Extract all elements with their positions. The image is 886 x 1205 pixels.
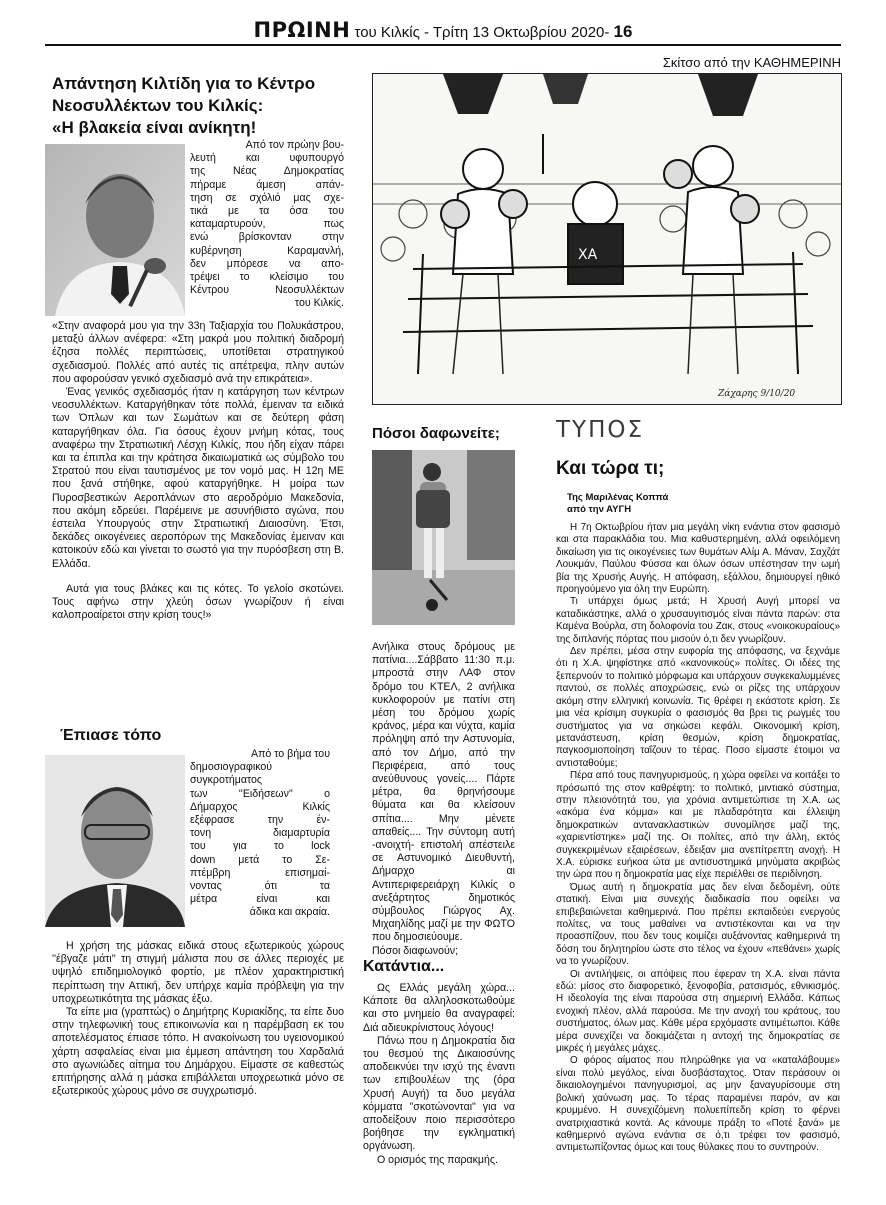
boxing-cartoon-drawing bbox=[373, 74, 841, 404]
newspaper-brand: ΠΡΩΙΝΗ bbox=[253, 18, 351, 42]
cartoon-signature: Ζάχαρης 9/10/20 bbox=[718, 389, 796, 399]
scooter-photo bbox=[372, 450, 515, 625]
katantia-body: Ως Ελλάς μεγάλη χώρα... Κάποτε θα αλληλοσκοτωθούμε και στο μνημείο θα αναγραφεί: Διά αδιευκρίνιστους λόγους! Πάνω που η Δημοκρατία δια του θεσμού της Δικαιοσύνης αποδεικνύει την ισχύ της έναντι των επιβουλέων της (όρα Χρυσή Αυγή) τα δυο μεγάλα κόμματα "σκοτώνονται" για να αποδείξουν ποιο περισσότερο βοήθησε την εγκληματική οργάνωση. Ο ορισμός της παρακμής. bbox=[363, 982, 515, 1166]
headline-line-2: Νεοσυλλέκτων του Κιλκίς: bbox=[52, 96, 264, 115]
article-byline: Της Μαριλένας Κοππά από την ΑΥΓΗ bbox=[567, 492, 669, 515]
kiltidis-body bbox=[52, 320, 344, 622]
posoi-body: Ανήλικα στους δρόμους με πατίνια....Σάββατο 11:30 π.μ. μπροστά στην ΛΑΦ στον δρόμο του ΚΤΕΛ, 2 ανήλικα κυκλοφορούν με πατίνι στη μέση του δρόμου χωρίς κράνος, μέρα και νύχτα, καμία πρόληψη από την Αστυνομία, από τον Δήμο, από την Περιφέρεια, από τους ανεύθυνους γονείς.... Πάρτε μέτρα, θα θρηνήσουμε θύματα και θα κλείσουν σπίτια.... Μην μένετε απαθείς.... Την σύντομη αυτή -ανοιχτή- επιστολή απέστειλε σε Αστυνομικό Διευθυντή, Δήμαρχο αι Αντιπεριφερειάρχη Κιλκίς ο ανεξάρτητος δημοτικός σύμβουλος Γιώργος Αχ. Μιχαηλίδης μαζί με την ΦΩΤΟ που δημοσιεύουμε. Πόσοι διαφωνούν; bbox=[372, 641, 515, 957]
page-number: 16 bbox=[613, 22, 633, 41]
mayor-side-text: Από το βήμα του δημοσιογραφικού συγκροτήματος των ''Ειδήσεων'' ο Δήμαρχος Κιλκίς εξέφρασε την έν- τονη διαμαρτυρία του για το lock down μετά το Σε- πτέμβρη επισημαί- νοντας ότι τα μέτρα είναι και άδικα και ακραία. bbox=[190, 748, 330, 919]
kiltidis-photo bbox=[45, 144, 185, 316]
kiltidis-paragraph-2: Ένας γενικός σχεδιασμός ήταν η κατάργηση των κέντρων νεοσυλλέκτων. Καταργήθηκαν τότε πολλά, έμειναν τα ειδικά των Όπλων και των Σωμάτων και σε δεύτερη φάση καταργήθηκαν όλα. Για όσους έχουν μνήμη κότας, τους αναφέρω την Στρατιωτική Λέσχη Κιλκίς, που ήδη είχαν πάρει και τα έπιπλα και την κράτησα δικαιωματικά ως σύμβολο του Στρατού που είναι ταυτισμένος με τον νομό μας. Η 12η ΜΕ που ξανά στήθηκε, αφού καταργήθηκε. Η μοίρα των Πυροσβεστικών Αεροπλάνων στο αεροδρόμιο Μακεδονία, που ακόμη εδρεύει. Παρέμεινε με ασυνήθιστο αγώνα, που έστειλα Υπουργούς στην Στρατιωτική Διαιοσύνη. Έτσι, δεκάδες οικογένειες αεροπόρων της Μακεδονίας έμειναν και κατοικούν εδώ και γίνεται το σωστό για την πυρόσβεση στη Β. Ελλάδα. bbox=[52, 386, 344, 570]
section-label-typos: ΤΥΠΟΣ bbox=[556, 417, 645, 443]
header-rule bbox=[45, 44, 841, 46]
cartoon-image bbox=[372, 73, 842, 405]
kiltidis-paragraph-1: «Στην αναφορά μου για την 33η Ταξιαρχία του Πολυκάστρου, μεταξύ άλλων ανέφερα: «Στη μακρά μου πολιτική διαδρομή έζησα πολλές περιπτώσεις, υποτίθεται στρατηγικού σχεδιασμού. Πολλές από αυτές τις απέτρεψα, πλην αυτών που αφορούσαν γενικό σχεδιασμό ανά την επικράτεια». bbox=[52, 320, 344, 385]
masthead bbox=[45, 18, 841, 42]
article-posoi-title: Πόσοι δαφωνείτε; bbox=[372, 425, 500, 442]
article-katantia-title: Κατάντια... bbox=[363, 958, 445, 975]
hat-label: ΧΑ bbox=[578, 247, 598, 263]
mayor-body bbox=[52, 940, 344, 1098]
mayor-paragraph-2: Τα είπε μια (γραπτώς) ο Δημήτρης Κυριακίδης, τα είπε δυο στην τηλεφωνική τους επικοινωνία και η παρέμβαση εκ του αποτελέσματος έπιασε τόπο. Η ανακοίνωση του υγειονομικού χάρτη ασφαλείας είναι μια έμμεση απάντηση του Χαρδαλιά στο αγωνιώδες αίτημα του Δημάρχου. Είμαστε σε καθεστώς επιτήρησης αλλά η μάσκα επιβάλλεται υποχρεωτικά μόνο σε εξωτερικούς χώρους μόνο σε συγχρωτισμό. bbox=[52, 1006, 344, 1098]
mayor-paragraph-1: Η χρήση της μάσκας ειδικά στους εξωτερικούς χώρους ''έβγαζε μάτι'' τη στιγμή μάλιστα που σε άλλες περιοχές με υψηλό επιδημιολογικό φορτίο, με πλέον χαρακτηριστική περίπτωση την Αττική, δεν υπήρχε καμία πρόβλεψη για την υποχρεωτικότητα της μάσκας έξω. bbox=[52, 940, 344, 1005]
kiltidis-paragraph-3: Αυτά για τους βλάκες και τις κότες. Το γελοίο σκοτώνει. Τους αφήνω στην χλεύη όσων γνωρίζουν ή είναι καλοπροαίρετοι στην κρίση τους!» bbox=[52, 582, 344, 622]
article-kai-tora-title: Και τώρα τι; bbox=[556, 458, 665, 479]
article-epiase-topo-title: Έπιασε τόπο bbox=[60, 727, 162, 744]
newspaper-subtitle: του Κιλκίς - bbox=[350, 24, 433, 41]
mayor-photo bbox=[45, 755, 185, 927]
headline-line-3: «Η βλακεία είναι ανίκητη! bbox=[52, 118, 257, 137]
headline-line-1: Απάντηση Κιλτίδη για το Κέντρο bbox=[52, 74, 316, 93]
kai-tora-body: Η 7η Οκτωβρίου ήταν μια μεγάλη νίκη ενάντια στον φασισμό και στα παρακλάδια του. Μια καθυστερημένη, αλλά οφειλόμενη δικαίωση για τις οικογένειες των θυμάτων Αλίμ Α. Μάναν, Σαχζάτ Λουκμάν, Παύλου Φύσσα και όλων όσων υπέστησαν την ωμή βία της Χρυσής Αυγής. Η απόφαση, εξάλλου, δημιουργεί ηθικό προηγούμενο για όλη την Ευρώπη. Τι υπάρχει όμως μετά; Η Χρυσή Αυγή μπορεί να καταδικάστηκε, αλλά ο χρυσαυγιτισμός είναι πάντα παρών: στα Καμένα Βούρλα, στη δολοφονία του Ζακ, στους «νοικοκυραίους» της διπλανής πόρτας που μισούν ό,τι δεν γνωρίζουν. Δεν πρέπει, μέσα στην ευφορία της απόφασης, να ξεχνάμε ότι η Χ.Α. ψηφίστηκε από «κανονικούς» πολίτες. Οι ιδέες της ξεπερνούν το πολιτικό μόρφωμα και υπάρχουν συγκεκαλυμμένες παντού, σε πολλές αποχρώσεις, ενώ οι ρίζες της υπάρχουν ακόμη στην ελληνική κοινωνία. Τις θρέφει η εκάστοτε κρίση. Σε μια νέα κρίσιμη συγκυρία ο φασισμός θα βρει τις ρωγμές του συστήματος για να σηκώσει κεφάλι. Οικονομική κρίση, μετανάστευση, κρίση θεσμών, κρίση δημοκρατίας, παγκοσμιοποίηση ταΐζουν το τέρας. Ποσο είμαστε έτοιμοι να αντισταθούμε; Πέρα από τους πανηγυρισμούς, η χώρα οφείλει να κοιτάξει το πρόσωπό της στον καθρέφτη: το πολιτικό, μιντιακό σύστημα, στην πλειονότητά του, για χρόνια αντιμετώπισε τη Χ.Α. ως «ακόμα ένα κόμμα» και με πλαδαρότητα και έλλειψη δημοκρατικών αντανακλαστικών συνομίλησε μαζί της, «χαριεντίστηκε» μαζί της. Οι πολίτες, από την άλλη, εκτός συγκεκριμένων εξαιρέσεων, έδειξαν μια ανεπίτρεπτη ανοχή. Η Χ.Α. εύρισκε ευήκοα ώτα με αντισυστημικά μηνύματα ακριβώς την ώρα που η δημοκρατία μας είχε περιέλθει σε περιδίνηση. Όμως αυτή η δημοκρατία μας δεν είναι δεδομένη, ούτε στατική. Είναι μια συνεχής διαδικασία που οφείλει να επιβεβαιώνεται καθημερινά. Που πρέπει εκπαιδεύει ενεργούς πολίτες, να τους μαθαίνει να αντιστέκονται και να την προασπίζουν, που δεν τους κοιμίζει αυξάνοντας καθημερινά τη δόση του δηλητηρίου ώστε στο τέλος να έχουν «πεθάνει» χωρίς να το γνωρίζουν. Οι αντιλήψεις, οι απόψεις που έφεραν τη Χ.Α. είναι πάντα εδώ: μίσος στο διαφορετικό, ξενοφοβία, ρατσισμός, εθνικισμός. Η ιδεολογία της είναι παρούσα στη σημερινή Ελλάδα. Κάπως ενοχική πλέον, αλλά παρούσα. Με την ανοχή του κράτους, του συστήματος, όλων μας. Κάθε μέρα ερχόμαστε αντιμέτωποι. Κάθε μέρα συνεχίζει να δοκιμάζεται η αντοχή της δημοκρατίας σε μικρές ή μεγάλες μάχες. Ο φόρος αίματος που πληρώθηκε για να «καταλάβουμε» είναι πολύ μεγάλος, είναι δυσβάσταχτος. Όταν περάσουν οι δικαιολογημένοι πανηγυρισμοί, ας μην ξαναγυρίσουμε στη βολική χαύνωση μας. Το τέρας παραμένει παρόν, αν και κρυμμένο. Η συνεχιζόμενη πολυεπίπεδη κρίση το φέρνει ανατριχιαστικά κοντά. Ας κάνουμε πράξη το «Ποτέ ξανά» με καθημερινό αγώνα ενάντια σε ό,τι τρέφει τον φασισμό, αντιμετωπίζοντας όμως και τους θύλακες που το συντηρούν. bbox=[556, 522, 840, 1154]
article-kiltidis-title bbox=[52, 73, 352, 139]
issue-date: Τρίτη 13 Οκτωβρίου 2020- bbox=[432, 24, 614, 41]
cartoon-caption: Σκίτσο από την ΚΑΘΗΜΕΡΙΝΗ bbox=[662, 55, 841, 70]
kiltidis-side-text: Από τον πρώην βου- λευτή και υφυπουργό της Νέας Δημοκρατίας πήραμε άμεση απάν- τηση σε σχόλιό μας σχε- τικά με τα όσα του καταμαρτυρούν, πως ενώ βρίσκονταν στην κυβέρνηση Καραμανλή, δεν μπόρεσε να απο- τρέψει το κλείσιμο του Κέντρου Νεοσυλλέκτων του Κιλκίς. bbox=[190, 139, 344, 310]
